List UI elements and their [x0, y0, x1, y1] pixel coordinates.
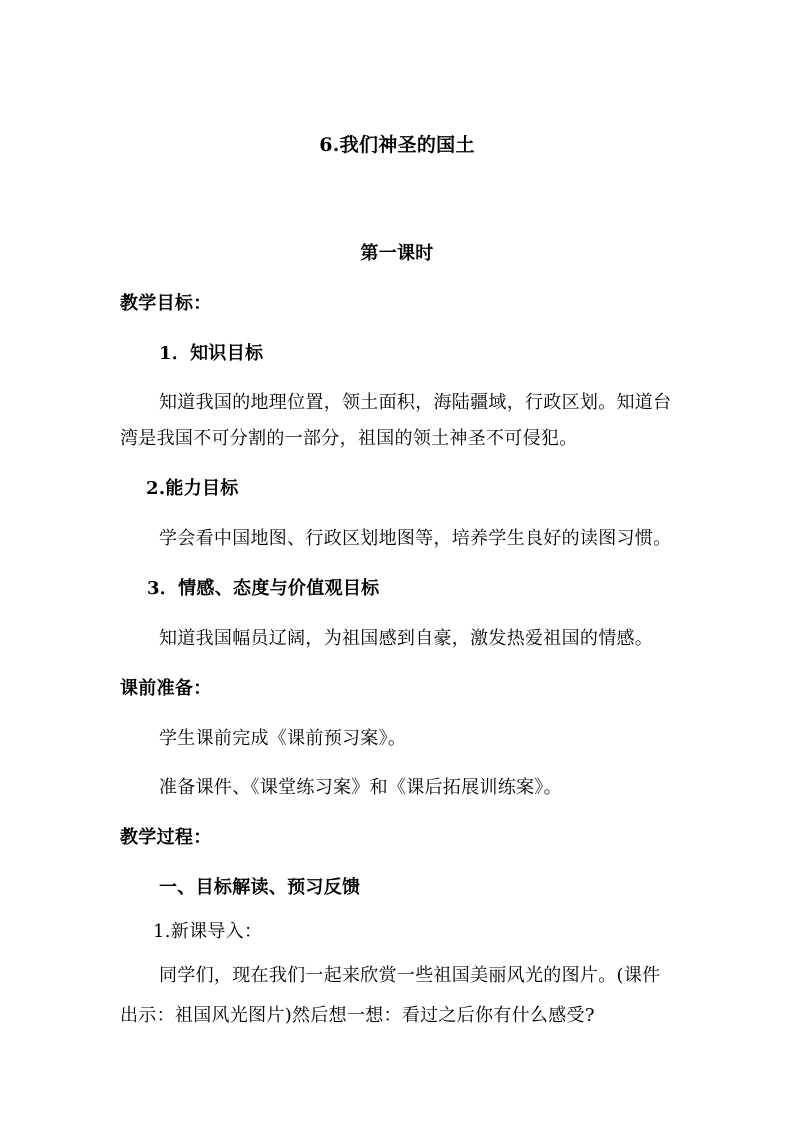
knowledge-goal-text-line2: 湾是我国不可分割的一部分，祖国的领土神圣不可侵犯。	[120, 428, 578, 449]
prep-item-1: 学生课前完成《课前预习案》。	[159, 728, 407, 749]
intro-paragraph-line2: 出示：祖国风光图片)然后想一想：看过之后你有什么感受?	[120, 1005, 595, 1026]
emotion-goal-heading: 3．情感、态度与价值观目标	[147, 578, 380, 599]
prep-heading: 课前准备：	[120, 678, 212, 699]
intro-paragraph-line1: 同学们，现在我们一起来欣赏一些祖国美丽风光的图片。(课件	[159, 965, 661, 986]
process-step-1: 1.新课导入：	[153, 921, 263, 942]
ability-goal-text: 学会看中国地图、行政区划地图等，培养学生良好的读图习惯。	[159, 528, 672, 549]
ability-goal-heading: 2.能力目标	[146, 478, 239, 499]
prep-item-2: 准备课件、《课堂练习案》和《课后拓展训练案》。	[159, 777, 562, 798]
goals-heading: 教学目标：	[120, 293, 212, 314]
document-title: 6.我们神圣的国土	[319, 134, 475, 156]
process-heading: 教学过程：	[120, 827, 212, 848]
knowledge-goal-heading: 1．知识目标	[159, 343, 264, 364]
process-section-1-heading: 一、目标解读、预习反馈	[159, 877, 361, 898]
lesson-subtitle: 第一课时	[360, 243, 434, 264]
knowledge-goal-text-line1: 知道我国的地理位置，领土面积，海陆疆域，行政区划。知道台	[159, 392, 672, 413]
emotion-goal-text: 知道我国幅员辽阔，为祖国感到自豪，激发热爱祖国的情感。	[159, 628, 654, 649]
